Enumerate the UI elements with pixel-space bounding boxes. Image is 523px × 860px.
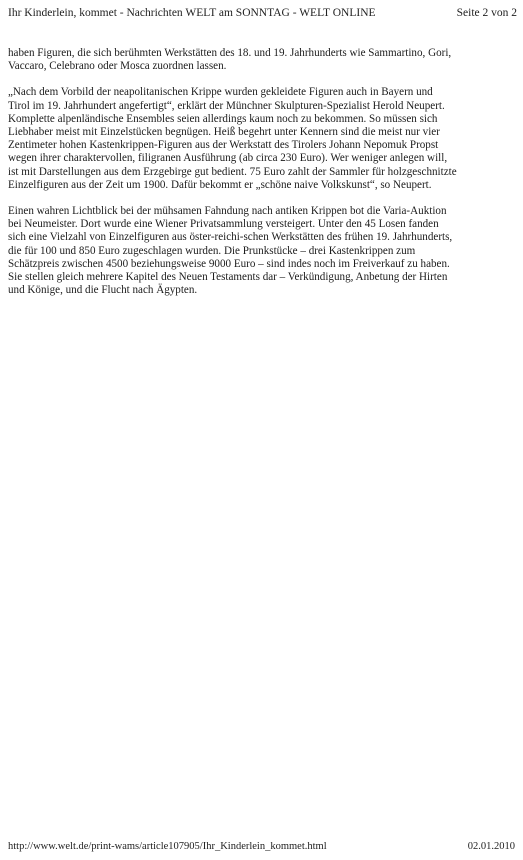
page-header [8,6,517,22]
paragraph-line: Sie stellen gleich mehrere Kapitel des Neuen Testaments dar – Verkündigung, Anbetung der Hirten [8,271,448,284]
paragraph-line: Tirol im 19. Jahrhundert angefertigt“, erklärt der Münchner Skulpturen-Spezialist Herold Neupert. [8,99,445,112]
paragraph-line: Vaccaro, Celebrano oder Mosca zuordnen lassen. [8,60,227,73]
paragraph-line: Zentimeter hohen Kastenkrippen-Figuren aus der Werkstatt des Tirolers Johann Nepomuk Propst [8,139,439,152]
article-paragraph [8,205,516,297]
paragraph-line: wegen ihrer charaktervollen, filigranen Ausführung (ab circa 230 Euro). Wer weniger anlegen will, [8,152,448,165]
article-paragraph [8,47,516,73]
paragraph-line: bei Neumeister. Dort wurde eine Wiener Privatsammlung versteigert. Unter den 45 Losen fanden [8,218,439,231]
paragraph-line: ist mit Darstellungen aus dem Erzgebirge gut bedient. 75 Euro zahlt der Sammler für holzgeschnitzte [8,165,457,178]
paragraph-line: Einzelfiguren aus der Zeit um 1900. Dafür bekommt er „schöne naive Volkskunst“, so Neupert. [8,178,432,191]
paragraph-line: Komplette alpenländische Ensembles seien allerdings kaum noch zu bekommen. So müssen sich [8,112,438,125]
paragraph-line: sich eine Vielzahl von Einzelfiguren aus öster-reichi-schen Werkstätten des frühen 19. Jahrhunderts, [8,231,453,244]
paragraph-line: Liebhaber meist mit Einzelstücken begnügen. Heiß begehrt unter Kennern sind die meist nur vier [8,126,440,139]
page-footer [8,840,515,854]
source-url: http://www.welt.de/print-wams/article107905/Ihr_Kinderlein_kommet.html [8,841,327,852]
page-indicator: Seite 2 von 2 [456,7,517,19]
article-paragraph [8,86,516,192]
paragraph-line: die für 100 und 850 Euro zugeschlagen wurden. Die Prunkstücke – drei Kastenkrippen zum [8,244,416,257]
print-date: 02.01.2010 [467,841,515,852]
article-body [8,47,516,310]
document-title: Ihr Kinderlein, kommet - Nachrichten WELT am SONNTAG - WELT ONLINE [8,7,376,19]
paragraph-line: „Nach dem Vorbild der neapolitanischen Krippe wurden gekleidete Figuren auch in Bayern und [8,86,433,99]
paragraph-line: Schätzpreis zwischen 4500 beziehungsweise 9000 Euro – sind indes noch im Freiverkauf zu haben. [8,257,450,270]
paragraph-line: Einen wahren Lichtblick bei der mühsamen Fahndung nach antiken Krippen bot die Varia-Auktion [8,205,447,218]
paragraph-line: und Könige, und die Flucht nach Ägypten. [8,284,198,297]
paragraph-line: haben Figuren, die sich berühmten Werkstätten des 18. und 19. Jahrhunderts wie Sammartino, Gori, [8,47,452,59]
